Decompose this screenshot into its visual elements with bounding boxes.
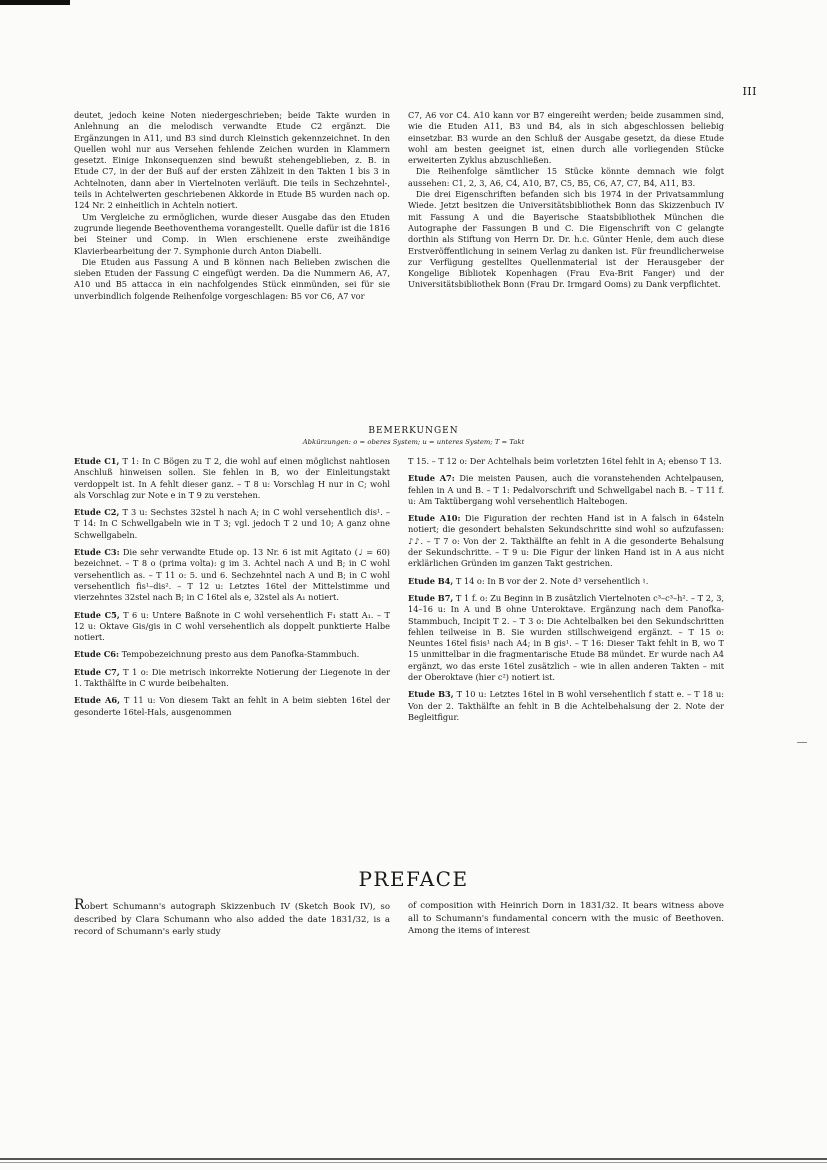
preface-text: obert Schumann's autograph Skizzenbuch IV (Sketch Book IV), so described by Clara Schumann who also added the date 1831/32, is a record of Schumann's early study <box>74 902 390 937</box>
etude-label: Etude C7, <box>74 666 120 677</box>
remark-entry <box>74 695 390 718</box>
remark-text: Die meisten Pausen, auch die voranstehenden Achtelpausen, fehlen in A und B. – T 1: Pedalvorschrift und Schwellgabel nach B. – T 11 f. u: Am Taktübergang wohl versehentlich Haltebogen. <box>408 473 724 506</box>
remark-text: T 10 u: Letztes 16tel in B wohl versehentlich f statt e. – T 18 u: Von der 2. Takthälfte an fehlt in B die Achtelbehalsung der 2. Note der Begleitfigur. <box>408 689 724 722</box>
etude-label: Etude A6, <box>74 695 120 706</box>
preface-column-right <box>408 900 724 938</box>
remarks-column-left <box>74 456 390 724</box>
remark-entry <box>74 667 390 690</box>
remark-text: T 6 u: Untere Baßnote in C wohl versehentlich F₁ statt A₁. – T 12 u: Oktave Gis/gis in C wohl versehentlich als doppelt punktierte Halbe notiert. <box>74 609 391 643</box>
etude-label: Etude B4, <box>408 575 454 586</box>
drop-cap: R <box>74 897 85 913</box>
remark-entry <box>408 473 724 507</box>
etude-label: Etude C6: <box>74 649 119 660</box>
abbreviations-line: Abkürzungen: o = oberes System; u = unteres System; T = Takt <box>302 438 525 446</box>
text-column-right-top <box>408 110 724 291</box>
remark-text: T 14 o: In B vor der 2. Note d³ versehentlich ♮. <box>453 575 649 586</box>
etude-label: Etude B3, <box>408 689 454 700</box>
bottom-rule-secondary <box>0 1162 827 1163</box>
remark-text: T 11 u: Von diesem Takt an fehlt in A beim siebten 16tel der gesonderte 16tel-Hals, ausgenommen <box>74 695 391 717</box>
etude-label: Etude C3: <box>74 547 120 558</box>
remark-entry <box>408 593 724 683</box>
remark-entry <box>74 547 390 603</box>
paragraph: Die Etuden aus Fassung A und B können nach Belieben zwischen die sieben Etuden der Fassung C eingefügt werden. Da die Nummern A6, A7, A10 und B5 attacca in ein nachfolgendes Stück einmünden, sei für sie unverbindlich folgende Reihenfolge vorgeschlagen: B5 vor C6, A7 vor <box>74 256 390 301</box>
paragraph: C7, A6 vor C4. A10 kann vor B7 eingereiht werden; beide zusammen sind, wie die Etuden A11, B3 und B4, als in sich abgeschlossen beliebig einsetzbar. B3 wurde an den Schluß der Ausgabe gesetzt, da diese Etude wohl am besten geeignet ist, einen durch alle vorliegenden Stücke erweiterten Zyklus abzuschließen. <box>408 110 724 166</box>
remark-text: T 1 o: Die metrisch inkorrekte Notierung der Liegenote in der 1. Takthälfte in C wurde beibehalten. <box>74 666 390 689</box>
paragraph: Die Reihenfolge sämtlicher 15 Stücke könnte demnach wie folgt aussehen: C1, 2, 3, A6, C4, A10, B7, C5, B5, C6, A7, C7, B4, A11, B3. <box>408 166 724 188</box>
etude-label: Etude C5, <box>74 609 120 620</box>
paragraph <box>74 897 390 939</box>
remark-entry <box>408 689 724 723</box>
bottom-rule <box>0 1158 827 1160</box>
remarks-column-right <box>408 456 724 729</box>
preface-column-left <box>74 897 390 939</box>
remark-text: T 15. – T 12 o: Der Achtelhals beim vorletzten 16tel fehlt in A; ebenso T 13. <box>408 456 722 466</box>
preface-heading: PREFACE <box>358 867 469 891</box>
scan-edge-mark <box>0 0 70 5</box>
remark-text: Die Figuration der rechten Hand ist in A falsch in 64steln notiert; die gesondert behalsten Sekundschritte sind wohl so aufzufassen: ♪♪. – T 7 o: Von der 2. Takthälfte an fehlt in A die gesonderte Behalsung der Sekundschritte. – T 9 u: Die Figur der linken Hand ist in A aus nicht erklärlichen Gründen im ganzen Takt gestrichen. <box>408 513 725 569</box>
remark-entry <box>74 649 390 660</box>
remark-entry <box>408 456 724 467</box>
remark-entry <box>408 513 724 569</box>
etude-label: Etude C2, <box>74 507 120 518</box>
remark-entry <box>408 576 724 587</box>
remark-text: Die sehr verwandte Etude op. 13 Nr. 6 ist mit Agitato (♩ = 60) bezeichnet. – T 8 o (prima volta): g im 3. Achtel nach A und B; in C wohl versehentlich as. – T 11 o: 5. und 6. Sechzehntel nach A und B; in C wohl versehentlich fis¹–dis². – T 12 u: Letztes 16tel der Mittelstimme und vierzehntes 32stel nach B; in C 16tel als e, 32stel als A₁ notiert. <box>74 547 391 603</box>
remark-entry <box>74 507 390 541</box>
paragraph: of composition with Heinrich Dorn in 1831/32. It bears witness above all to Schumann's fundamental concern with the music of Beethoven. Among the items of interest <box>408 901 724 936</box>
scan-margin-mark <box>797 742 807 743</box>
etude-label: Etude C1, <box>74 456 120 466</box>
page-number: III <box>742 85 757 98</box>
remark-text: T 1 f. o: Zu Beginn in B zusätzlich Viertelnoten c³–c³–h². – T 2, 3, 14–16 u: In A und B ohne Unteroktave. Ergänzung nach dem Panofka-Stammbuch, Incipit T 2. – T 3 o: Die Achtelbalken bei den Sekundschritten fehlen teilweise in B. Sie wurden stillschweigend ergänzt. – T 15 o: Neuntes 16tel fisis¹ nach A4; in B gis¹. – T 16: Dieser Takt fehlt in B, wo T 15 unmittelbar in die fragmentarische Etude B8 mündet. Er wurde nach A4 ergänzt, wo das erste 16tel zusätzlich – wie in allen anderen Takten – mit der Oberoktave (hier c²) notiert ist. <box>408 592 724 683</box>
bemerkungen-heading: BEMERKUNGEN <box>368 426 459 436</box>
etude-label: Etude A10: <box>408 513 461 524</box>
paragraph: Um Vergleiche zu ermöglichen, wurde dieser Ausgabe das den Etuden zugrunde liegende Beethoventhema vorangestellt. Quelle dafür ist die 1816 bei Steiner und Comp. in Wien erschienene erste zweihändige Klavierbearbeitung der 7. Symphonie durch Anton Diabelli. <box>74 211 390 256</box>
remark-entry <box>74 456 390 501</box>
text-column-left-top <box>74 110 390 302</box>
etude-label: Etude B7, <box>408 592 454 603</box>
remark-entry <box>74 610 390 644</box>
remark-text: Tempobezeichnung presto aus dem Panofka-Stammbuch. <box>119 649 360 660</box>
paragraph: deutet, jedoch keine Noten niedergeschrieben; beide Takte wurden in Anlehnung an die melodisch verwandte Etude C2 ergänzt. Die Ergänzungen in A11, und B3 sind durch Kleinstich gekennzeichnet. In den Quellen wohl nur aus Versehen fehlende Zeichen wurden in Klammern gesetzt. Einige Inkonsequenzen sind bewußt stehengeblieben, z. B. in Etude C7, in der der Buß auf der ersten Zählzeit in den Takten 1 bis 3 in Achtelnoten, dann aber in Viertelnoten verläuft. Die teils in Sechzehntel-, teils in Achtelwerten geschriebenen Akkorde in Etude B5 wurden nach op. 124 Nr. 2 einheitlich in Achteln notiert. <box>74 110 390 211</box>
paragraph: Die drei Eigenschriften befanden sich bis 1974 in der Privatsammlung Wiede. Jetzt besitzen die Universitätsbibliothek Bonn das Skizzenbuch IV mit Fassung A und die Bayerische Staatsbibliothek München die Autographe der Fassungen B und C. Die Eigenschrift von C gelangte dorthin als Stiftung von Herrn Dr. Dr. h.c. Günter Henle, dem auch diese Erstveröffentlichung in seinem Verlag zu danken ist. Für freundlicherweise zur Verfügung gestelltes Quellenmaterial ist der Herausgeber der Kongelige Bibliotek Kopenhagen (Frau Eva-Brit Fanger) und der Universitätsbibliothek Bonn (Frau Dr. Irmgard Ooms) zu Dank verpflichtet. <box>408 189 724 290</box>
remark-text: T 1: In C Bögen zu T 2, die wohl auf einen möglichst nahtlosen Anschluß hinweisen sollen. Sie fehlen in B, wo der Einleitungstakt verdoppelt ist. In A fehlt dieser ganz. – T 8 u: Vorschlag H nur in C; wohl als Vorschlag zur Note e in T 9 zu verstehen. <box>74 456 391 500</box>
remark-text: T 3 u: Sechstes 32stel h nach A; in C wohl versehentlich dis¹. – T 14: In C Schwellgabeln wie in T 3; vgl. jedoch T 2 und 10; A ganz ohne Schwellgabeln. <box>74 507 391 540</box>
etude-label: Etude A7: <box>408 473 455 484</box>
